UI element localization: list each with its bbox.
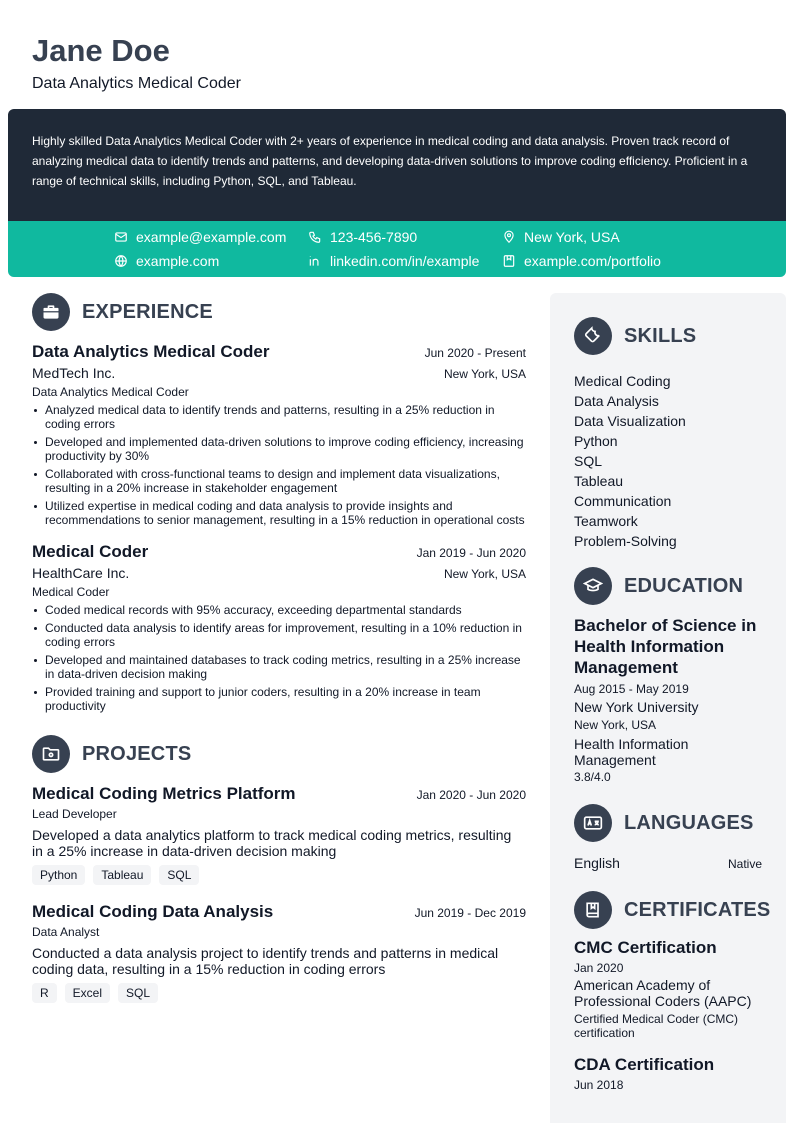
mail-icon (114, 230, 128, 244)
job-location: New York, USA (443, 367, 526, 381)
project-date: Jun 2019 - Dec 2019 (414, 906, 526, 920)
contact-phone[interactable] (308, 227, 417, 247)
education-gpa: 3.8/4.0 (574, 770, 611, 784)
projects-heading (32, 735, 526, 773)
skill-item: Tableau (574, 473, 624, 489)
job-bullet: Coded medical records with 95% accuracy, exceeding departmental standards (32, 603, 526, 617)
project-tag: SQL (159, 865, 199, 885)
job-location: New York, USA (443, 567, 526, 581)
phone-icon (308, 230, 322, 244)
languages-title: LANGUAGES (624, 811, 754, 834)
experience-heading (32, 293, 526, 331)
skill-item: Data Analysis (574, 393, 659, 409)
job-company: HealthCare Inc. (32, 565, 130, 581)
job-entry (32, 541, 526, 713)
project-entry (32, 783, 526, 885)
project-tag: SQL (118, 983, 158, 1003)
certificates-title: CERTIFICATES (624, 898, 771, 921)
linkedin-text: linkedin.com/in/example (330, 253, 480, 269)
certificate-title: CMC Certification (574, 938, 717, 957)
job-company: MedTech Inc. (32, 365, 116, 381)
main-column (32, 293, 526, 1003)
book-icon (574, 891, 612, 929)
project-tag: Python (32, 865, 85, 885)
contact-website[interactable] (114, 251, 219, 271)
graduation-cap-icon (574, 567, 612, 605)
globe-icon (114, 254, 128, 268)
portfolio-text: example.com/portfolio (524, 253, 661, 269)
contact-email[interactable] (114, 227, 286, 247)
job-bullets (32, 403, 526, 527)
job-date: Jan 2019 - Jun 2020 (416, 546, 526, 560)
education-date: Aug 2015 - May 2019 (574, 682, 689, 696)
education-title: EDUCATION (624, 574, 744, 597)
job-entry (32, 341, 526, 527)
project-description: Conducted a data analysis project to identify trends and patterns in medical coding data, resulting in a 15% reduction in coding errors (32, 945, 499, 977)
skills-title: SKILLS (624, 324, 697, 347)
education-heading (574, 567, 762, 605)
experience-title: EXPERIENCE (82, 300, 213, 323)
job-title: Data Analytics Medical Coder (32, 342, 270, 361)
job-bullet: Utilized expertise in medical coding and data analysis to provide insights and recommendations to senior management, resulting in a 15% reduction in operational costs (32, 499, 526, 527)
language-level: Native (727, 857, 762, 871)
language-item (574, 854, 762, 873)
contact-bar (8, 221, 786, 277)
job-bullets (32, 603, 526, 713)
project-tags (32, 865, 526, 885)
skill-item: Teamwork (574, 513, 638, 529)
candidate-name: Jane Doe (32, 33, 170, 68)
contact-location (502, 227, 620, 247)
certificate-date: Jun 2018 (574, 1078, 624, 1092)
skill-item: Data Visualization (574, 413, 686, 429)
job-bullet: Analyzed medical data to identify trends and patterns, resulting in a 25% reduction in coding errors (32, 403, 526, 431)
project-entry (32, 901, 526, 1003)
email-text: example@example.com (136, 229, 287, 245)
skills-heading (574, 317, 762, 355)
linkedin-icon (308, 254, 322, 268)
resume-header (32, 32, 241, 94)
skill-item: Problem-Solving (574, 533, 677, 549)
education-entry (574, 615, 762, 786)
summary-section (8, 109, 786, 221)
map-pin-icon (502, 230, 516, 244)
certificate-entry (574, 1054, 762, 1094)
job-date: Jun 2020 - Present (424, 346, 526, 360)
location-text: New York, USA (524, 229, 620, 245)
certificate-title: CDA Certification (574, 1055, 715, 1074)
project-title: Medical Coding Data Analysis (32, 902, 274, 921)
summary-text: Highly skilled Data Analytics Medical Coder with 2+ years of experience in medical coding and data analysis. Proven track record of analyzing medical data to identify trends and patterns, and developing data-driven solutions to improve coding efficiency. Proficient in a range of technical skills, including Python, SQL, and Tableau. (32, 134, 748, 188)
job-title: Medical Coder (32, 542, 149, 561)
folder-icon (32, 735, 70, 773)
certificate-issuer: American Academy of Professional Coders (AAPC) (574, 977, 752, 1009)
project-tag: R (32, 983, 57, 1003)
briefcase-icon (32, 293, 70, 331)
project-tag: Tableau (93, 865, 151, 885)
job-role: Data Analytics Medical Coder (32, 385, 189, 399)
job-bullet: Developed and implemented data-driven solutions to improve coding efficiency, increasing productivity by 30% (32, 435, 526, 463)
skill-item: Medical Coding (574, 373, 671, 389)
candidate-role: Data Analytics Medical Coder (32, 75, 241, 92)
phone-text: 123-456-7890 (330, 229, 418, 245)
job-bullet: Collaborated with cross-functional teams to design and implement data visualizations, resulting in a 20% increase in stakeholder engagement (32, 467, 526, 495)
skill-item: Python (574, 433, 618, 449)
translate-icon (574, 804, 612, 842)
wrench-icon (574, 317, 612, 355)
contact-portfolio[interactable] (502, 251, 661, 271)
education-field: Health Information Management (574, 736, 689, 768)
certificate-date: Jan 2020 (574, 961, 624, 975)
skill-item: Communication (574, 493, 672, 509)
skill-item: SQL (574, 453, 603, 469)
certificates-heading (574, 891, 771, 929)
certificate-description: Certified Medical Coder (CMC) certification (574, 1012, 739, 1040)
education-school: New York University (574, 699, 699, 715)
contact-linkedin[interactable] (308, 251, 479, 271)
job-bullet: Conducted data analysis to identify areas for improvement, resulting in a 10% reduction in coding errors (32, 621, 526, 649)
job-bullet: Developed and maintained databases to track coding metrics, resulting in a 25% increase in data-driven decision making (32, 653, 526, 681)
project-role: Lead Developer (32, 807, 117, 821)
sidebar-column (550, 293, 786, 1123)
project-tag: Excel (65, 983, 110, 1003)
job-bullet: Provided training and support to junior coders, resulting in a 20% increase in team productivity (32, 685, 526, 713)
project-description: Developed a data analytics platform to track medical coding metrics, resulting in a 25% increase in data-driven decision making (32, 827, 512, 859)
skills-list (574, 371, 762, 551)
job-role: Medical Coder (32, 585, 110, 599)
project-title: Medical Coding Metrics Platform (32, 784, 296, 803)
project-role: Data Analyst (32, 925, 100, 939)
website-text: example.com (136, 253, 220, 269)
education-location: New York, USA (574, 718, 657, 732)
project-tags (32, 983, 526, 1003)
projects-title: PROJECTS (82, 742, 192, 765)
education-degree: Bachelor of Science in Health Information Management (574, 616, 757, 677)
project-date: Jan 2020 - Jun 2020 (416, 788, 526, 802)
portfolio-icon (502, 254, 516, 268)
language-name: English (574, 855, 620, 871)
certificate-entry (574, 937, 762, 1040)
languages-heading (574, 804, 762, 842)
